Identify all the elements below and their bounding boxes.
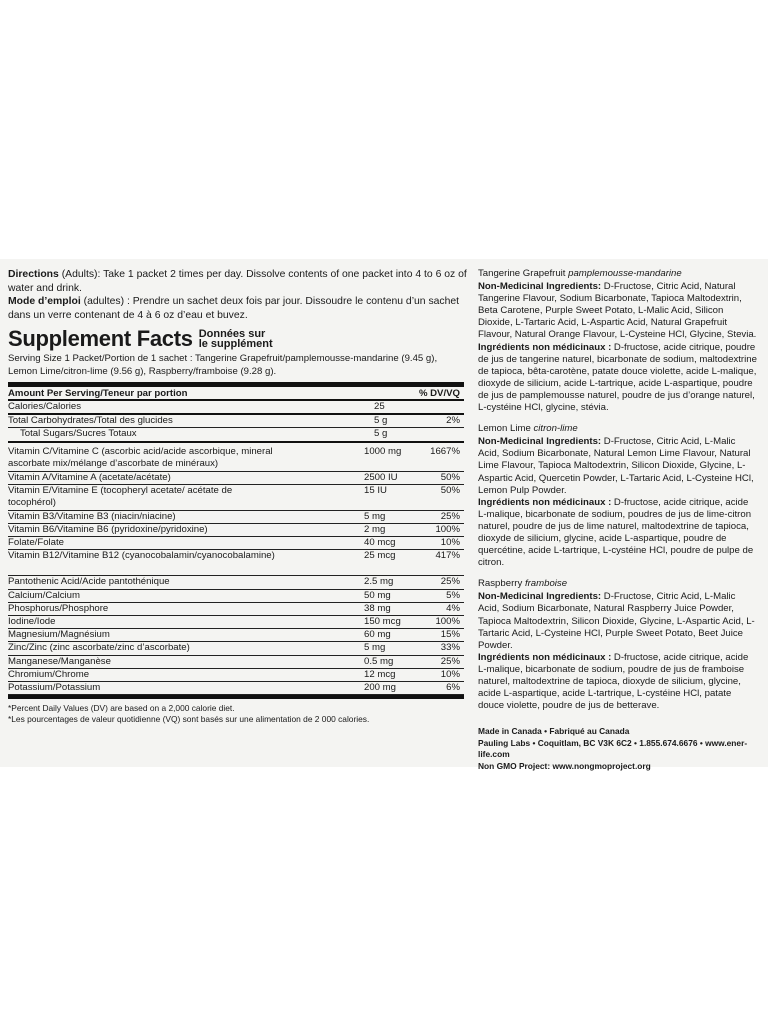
facts-title [8, 327, 464, 351]
facts-title-en: Supplement Facts [8, 326, 193, 351]
nutrient-amount: 200 mg [364, 682, 396, 694]
nutrient-amount: 40 mcg [364, 537, 396, 549]
nutrient-amount: 5 g [374, 428, 388, 440]
nutrient-name: Iodine/Iode [8, 616, 56, 628]
ingredients-en [478, 281, 758, 341]
ingredients-en-text: D-Fructose, Citric Acid, L-Malic Acid, Sodium Bicarbonate, Natural Raspberry Juice Powder, Tapioca Maltodextrin, Silicon Dioxide, Glycine, L-Aspartic Acid, L-Tartaric Acid, L-Cysteine HCl, Purple Sweet Potato, Beet Juice Powder. [478, 591, 755, 651]
nutrient-name: Zinc/Zinc (zinc ascorbate/zinc d’ascorbate) [8, 642, 190, 654]
flavour-name-en: Tangerine Grapefruit [478, 268, 566, 279]
nutrient-amount: 25 mcg [364, 550, 396, 562]
nutrient-amount: 150 mcg [364, 616, 401, 628]
nutrient-amount: 2.5 mg [364, 576, 394, 588]
nutrient-amount: 60 mg [364, 629, 391, 641]
footnote-fr: *Les pourcentages de valeur quotidienne (VQ) sont basés sur une alimentation de 2 000 calories. [8, 714, 370, 725]
nutrient-amount: 50 mg [364, 589, 391, 601]
company-address: Pauling Labs • Coquitlam, BC V3K 6C2 • 1.855.674.6676 • www.ener-life.com [478, 737, 748, 760]
ingredients-en [478, 436, 758, 496]
ingredients-en-label: Non-Medicinal Ingredients: [478, 281, 602, 293]
ingredients-fr [478, 652, 758, 712]
facts-header-row [8, 387, 464, 401]
facts-row [8, 537, 464, 550]
directions-fr [8, 295, 468, 322]
facts-row [8, 642, 464, 655]
nutrient-dv: 25% [440, 576, 460, 588]
nutrient-amount: 15 IU [364, 484, 387, 496]
facts-row [8, 524, 464, 537]
facts-row [8, 550, 464, 576]
facts-row [8, 669, 464, 682]
flavour-list [478, 268, 758, 712]
nutrient-dv: 33% [440, 642, 460, 654]
ingredients-en-text: D-Fructose, Citric Acid, L-Malic Acid, Sodium Bicarbonate, Natural Lemon Lime Flavour, Natural Lime Flavour, Tapioca Maltodextrin, Silicon Dioxide, Glycine, L-Aspartic Acid, Quercetin Powder, L-Tartaric Acid, L-Cysteine HCl, Lemon Pulp Powder. [478, 436, 754, 496]
nutrient-dv: 10% [440, 668, 460, 680]
footnote [8, 703, 464, 725]
nutrient-dv: 25% [440, 510, 460, 522]
nutrient-dv: 50% [440, 484, 460, 496]
nutrient-amount: 5 mg [364, 642, 386, 654]
facts-row [8, 682, 464, 695]
dv-header: % DV/VQ [418, 388, 460, 399]
ingredients-fr-text: D-fructose, acide citrique, acide L-malique, bicarbonate de sodium, poudre de jus de framboise naturel, maltodextrine de tapioca, dioxyde de silicium, glycine, acide L-aspartique, acide L-tartrique, L-cystéine HCl, patate douce violette, poudre de jus de betterave. [478, 651, 749, 712]
ingredients-column [478, 268, 758, 715]
nutrient-dv: 50% [440, 471, 460, 483]
nutrient-amount: 5 g [374, 415, 388, 427]
amount-per-serving-header: Amount Per Serving/Teneur par portion [8, 388, 188, 399]
footnote-en: *Percent Daily Values (DV) are based on a 2,000 calorie diet. [8, 703, 235, 714]
nutrient-amount: 38 mg [364, 602, 391, 614]
nutrient-name: Vitamin B3/Vitamine B3 (niacin/niacine) [8, 510, 176, 522]
ingredients-fr-text: D-fructose, acide citrique, poudre de jus de tangerine naturel, bicarbonate de sodium, maltodextrine de tapioca, bêta-carotène, patate douce violette, acide L-malique, dioxyde de silicium, acide L-tartrique, acide L-aspartique, poudre de jus de pamplemousse naturel, poudre de jus d’orange naturel, L-cystéine HCl, glycine, stévia. [478, 341, 757, 414]
nutrient-name: Calcium/Calcium [8, 589, 80, 601]
nutrient-dv: 100% [435, 524, 460, 536]
flavour-name [478, 268, 758, 280]
nutrient-amount: 2500 IU [364, 471, 398, 483]
nutrient-dv: 4% [446, 602, 460, 614]
nutrient-amount: 1000 mg [364, 445, 402, 457]
nutrient-amount: 12 mcg [364, 668, 396, 680]
nutrient-dv: 100% [435, 616, 460, 628]
facts-row [8, 401, 464, 415]
nutrient-amount: 5 mg [364, 510, 386, 522]
facts-row [8, 485, 464, 511]
non-gmo-project: Non GMO Project: www.nongmoproject.org [478, 760, 651, 771]
ingredients-fr [478, 497, 758, 570]
facts-row [8, 446, 464, 472]
nutrient-name: Vitamin B12/Vitamine B12 (cyanocobalamin/cyanocobalamine) [8, 550, 275, 562]
flavour-name-fr: framboise [524, 578, 568, 590]
nutrient-amount: 0.5 mg [364, 655, 394, 667]
nutrient-dv: 5% [446, 589, 460, 601]
flavour-block [478, 423, 758, 569]
nutrient-amount: 25 [374, 401, 385, 412]
nutrient-name: Vitamin C/Vitamine C (ascorbic acid/acide ascorbique, mineral ascorbate mix/mélange d’ascorbate de minéraux) [8, 445, 273, 469]
nutrient-name: Total Carbohydrates/Total des glucides [8, 415, 173, 427]
nutrient-dv: 1667% [430, 445, 460, 457]
flavour-name [478, 578, 758, 590]
ingredients-en-label: Non-Medicinal Ingredients: [478, 591, 602, 603]
nutrient-dv: 417% [435, 550, 460, 562]
flavour-name [478, 423, 758, 435]
nutrient-amount: 2 mg [364, 524, 386, 536]
nutrient-name: Total Sugars/Sucres Totaux [20, 428, 137, 440]
ingredients-en-text: D-Fructose, Citric Acid, Natural Tangerine Flavour, Sodium Bicarbonate, Tapioca Maltodextrin, Beta Carotene, Purple Sweet Potato, L-Malic Acid, Silicon Dioxide, L-Tartaric Acid, L-Aspartic Acid, Natural Grapefruit Flavour, Natural Orange Flavour, L-Cysteine HCl, Glycine, Stevia. [478, 281, 757, 341]
made-in-canada: Made in Canada • Fabriqué au Canada [478, 726, 630, 736]
supplement-facts [8, 327, 464, 725]
nutrient-dv: 10% [440, 537, 460, 549]
flavour-name-fr: citron-lime [533, 423, 578, 435]
company-info [478, 726, 760, 772]
serving-size: Serving Size 1 Packet/Portion de 1 sachet : Tangerine Grapefruit/pamplemousse-mandarine (9.45 g), Lemon Lime/citron-lime (9.56 g), Raspberry/framboise (9.28 g). [8, 353, 438, 377]
nutrient-name: Vitamin A/Vitamine A (acetate/acétate) [8, 471, 171, 483]
facts-row [8, 616, 464, 629]
nutrient-name: Potassium/Potassium [8, 682, 101, 694]
directions-en [8, 268, 468, 295]
directions-en-label: Directions [8, 269, 59, 280]
nutrient-name: Vitamin E/Vitamine E (tocopheryl acetate/ acétate de tocophérol) [8, 484, 233, 509]
facts-row [8, 590, 464, 603]
nutrient-name: Chromium/Chrome [8, 668, 90, 680]
ingredients-en-label: Non-Medicinal Ingredients: [478, 436, 602, 448]
facts-row [8, 511, 464, 524]
facts-row [8, 629, 464, 642]
flavour-block [478, 578, 758, 712]
flavour-name-en: Raspberry [478, 578, 523, 590]
directions-en-text: (Adults): Take 1 packet 2 times per day. Dissolve contents of one packet into 4 to 6 oz of water and drink. [8, 269, 467, 294]
ingredients-en [478, 591, 758, 651]
facts-row [8, 415, 464, 428]
facts-row [8, 576, 464, 589]
nutrient-name: Folate/Folate [8, 537, 64, 549]
nutrient-dv: 6% [446, 682, 460, 694]
nutrient-dv: 2% [446, 415, 460, 427]
nutrient-name: Manganese/Manganèse [8, 655, 111, 667]
facts-row [8, 428, 464, 442]
flavour-name-fr: pamplemousse-mandarine [568, 268, 682, 279]
nutrient-name: Calories/Calories [8, 401, 82, 412]
directions-fr-label: Mode d’emploi [8, 296, 81, 307]
facts-bottom-rule [8, 695, 464, 699]
ingredients-fr [478, 342, 758, 415]
nutrient-name: Pantothenic Acid/Acide pantothénique [8, 576, 170, 588]
flavour-block [478, 268, 758, 414]
facts-rows [8, 401, 464, 695]
nutrient-name: Magnesium/Magnésium [8, 629, 110, 641]
nutrient-name: Vitamin B6/Vitamine B6 (pyridoxine/pyridoxine) [8, 524, 208, 536]
ingredients-fr-text: D-fructose, acide citrique, acide L-malique, bicarbonate de sodium, poudres de jus de lime-citron naturel, poudre de jus de lime naturel, maltodextrine de tapioca, dioxyde de silicium, glycine, acide L-aspartique, poudre de quercétine, acide L-tartrique, L-cystéine HCl, poudre de pulpe de citron. [478, 496, 754, 569]
facts-row [8, 656, 464, 669]
nutrient-dv: 15% [440, 629, 460, 641]
facts-row [8, 603, 464, 616]
flavour-name-en: Lemon Lime [478, 423, 531, 435]
ingredients-fr-label: Ingrédients non médicinaux : [478, 341, 612, 353]
directions [8, 268, 468, 322]
facts-title-fr: Données sur le supplément [198, 328, 273, 350]
directions-fr-text: (adultes) : Prendre un sachet deux fois par jour. Dissoudre le contenu d’un sachet dans un verre contenant de 4 à 6 oz d’eau et buvez. [8, 296, 460, 321]
ingredients-fr-label: Ingrédients non médicinaux : [478, 651, 612, 663]
ingredients-fr-label: Ingrédients non médicinaux : [478, 496, 612, 508]
nutrient-dv: 25% [440, 655, 460, 667]
facts-row [8, 472, 464, 485]
nutrient-name: Phosphorus/Phosphore [8, 602, 109, 614]
